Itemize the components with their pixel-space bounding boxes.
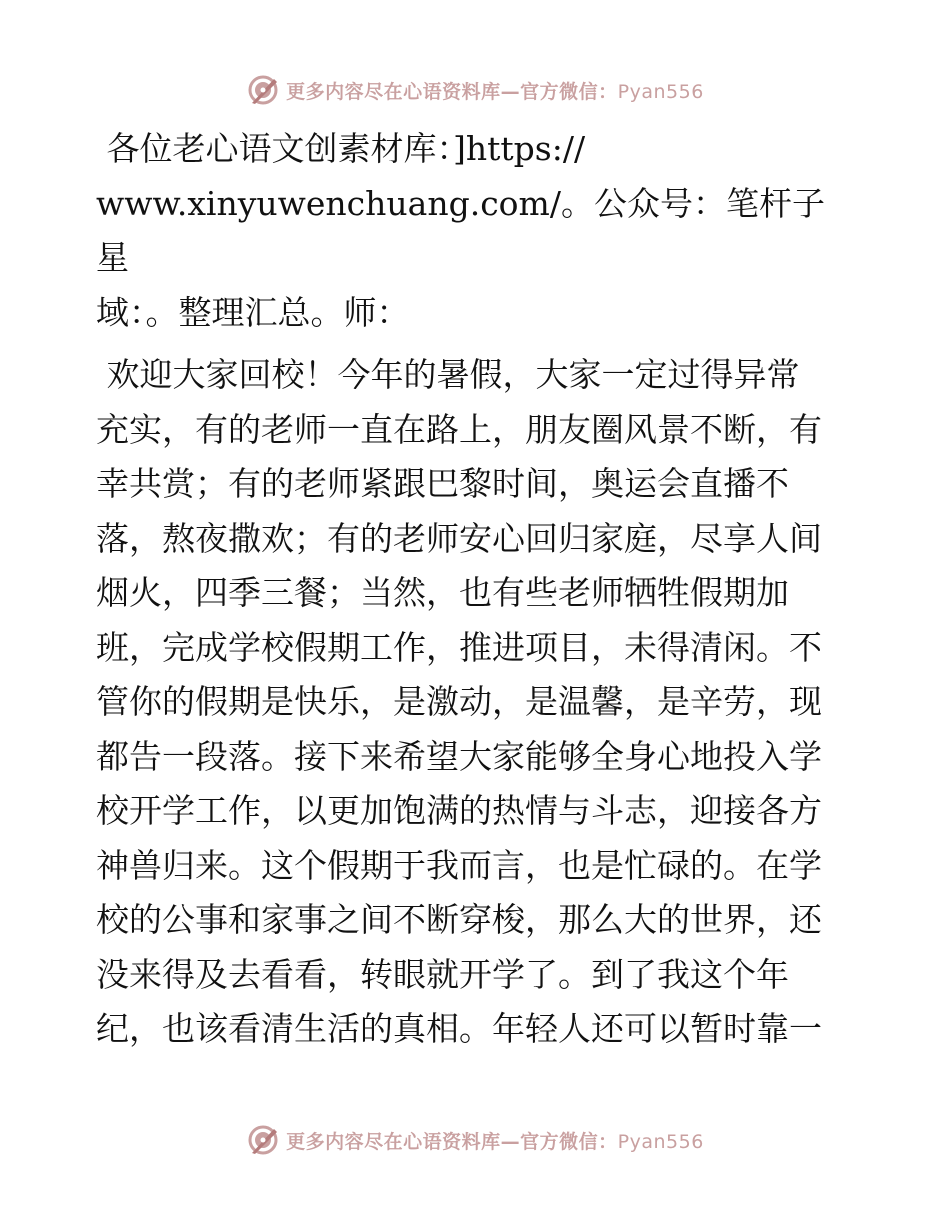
header-wechat-id: Pyan556 bbox=[617, 80, 704, 103]
footer-wechat-id: Pyan556 bbox=[617, 1130, 704, 1153]
pen-nib-seal-icon bbox=[246, 73, 280, 107]
footer-banner bbox=[0, 1120, 950, 1160]
footer-banner-text: 更多内容尽在心语资料库—官方微信： bbox=[286, 1130, 618, 1153]
header-banner bbox=[0, 70, 950, 110]
paragraph-main: 欢迎大家回校！今年的暑假，大家一定过得异常 充实，有的老师一直在路上，朋友圈风景不断，有 幸共赏；有的老师紧跟巴黎时间，奥运会直播不 落，熬夜撒欢；有的老师安心回归家庭，尽享人间 烟火，四季三餐；当然，也有些老师牺牲假期加 班，完成学校假期工作，推进项目，未得清闲。不 管你的假期是快乐，是激动，是温馨，是辛劳，现 都告一段落。接下来希望大家能够全身心地投入学 校开学工作，以更加饱满的热情与斗志，迎接各方 神兽归来。这个假期于我而言，也是忙碌的。在学 校的公事和家事之间不断穿梭，那么大的世界，还 没来得及去看看，转眼就开学了。到了我这个年 纪，也该看清生活的真相。年轻人还可以暂时靠一 bbox=[96, 355, 822, 1048]
paragraph-intro: 各位老心语文创素材库：]https:// www.xinyuwenchuang.com/。公众号：笔杆子星 域：。整理汇总。师： bbox=[96, 129, 825, 332]
document-body bbox=[96, 122, 856, 1057]
pen-nib-seal-icon bbox=[246, 1123, 280, 1157]
header-banner-text: 更多内容尽在心语资料库—官方微信： bbox=[286, 80, 618, 103]
